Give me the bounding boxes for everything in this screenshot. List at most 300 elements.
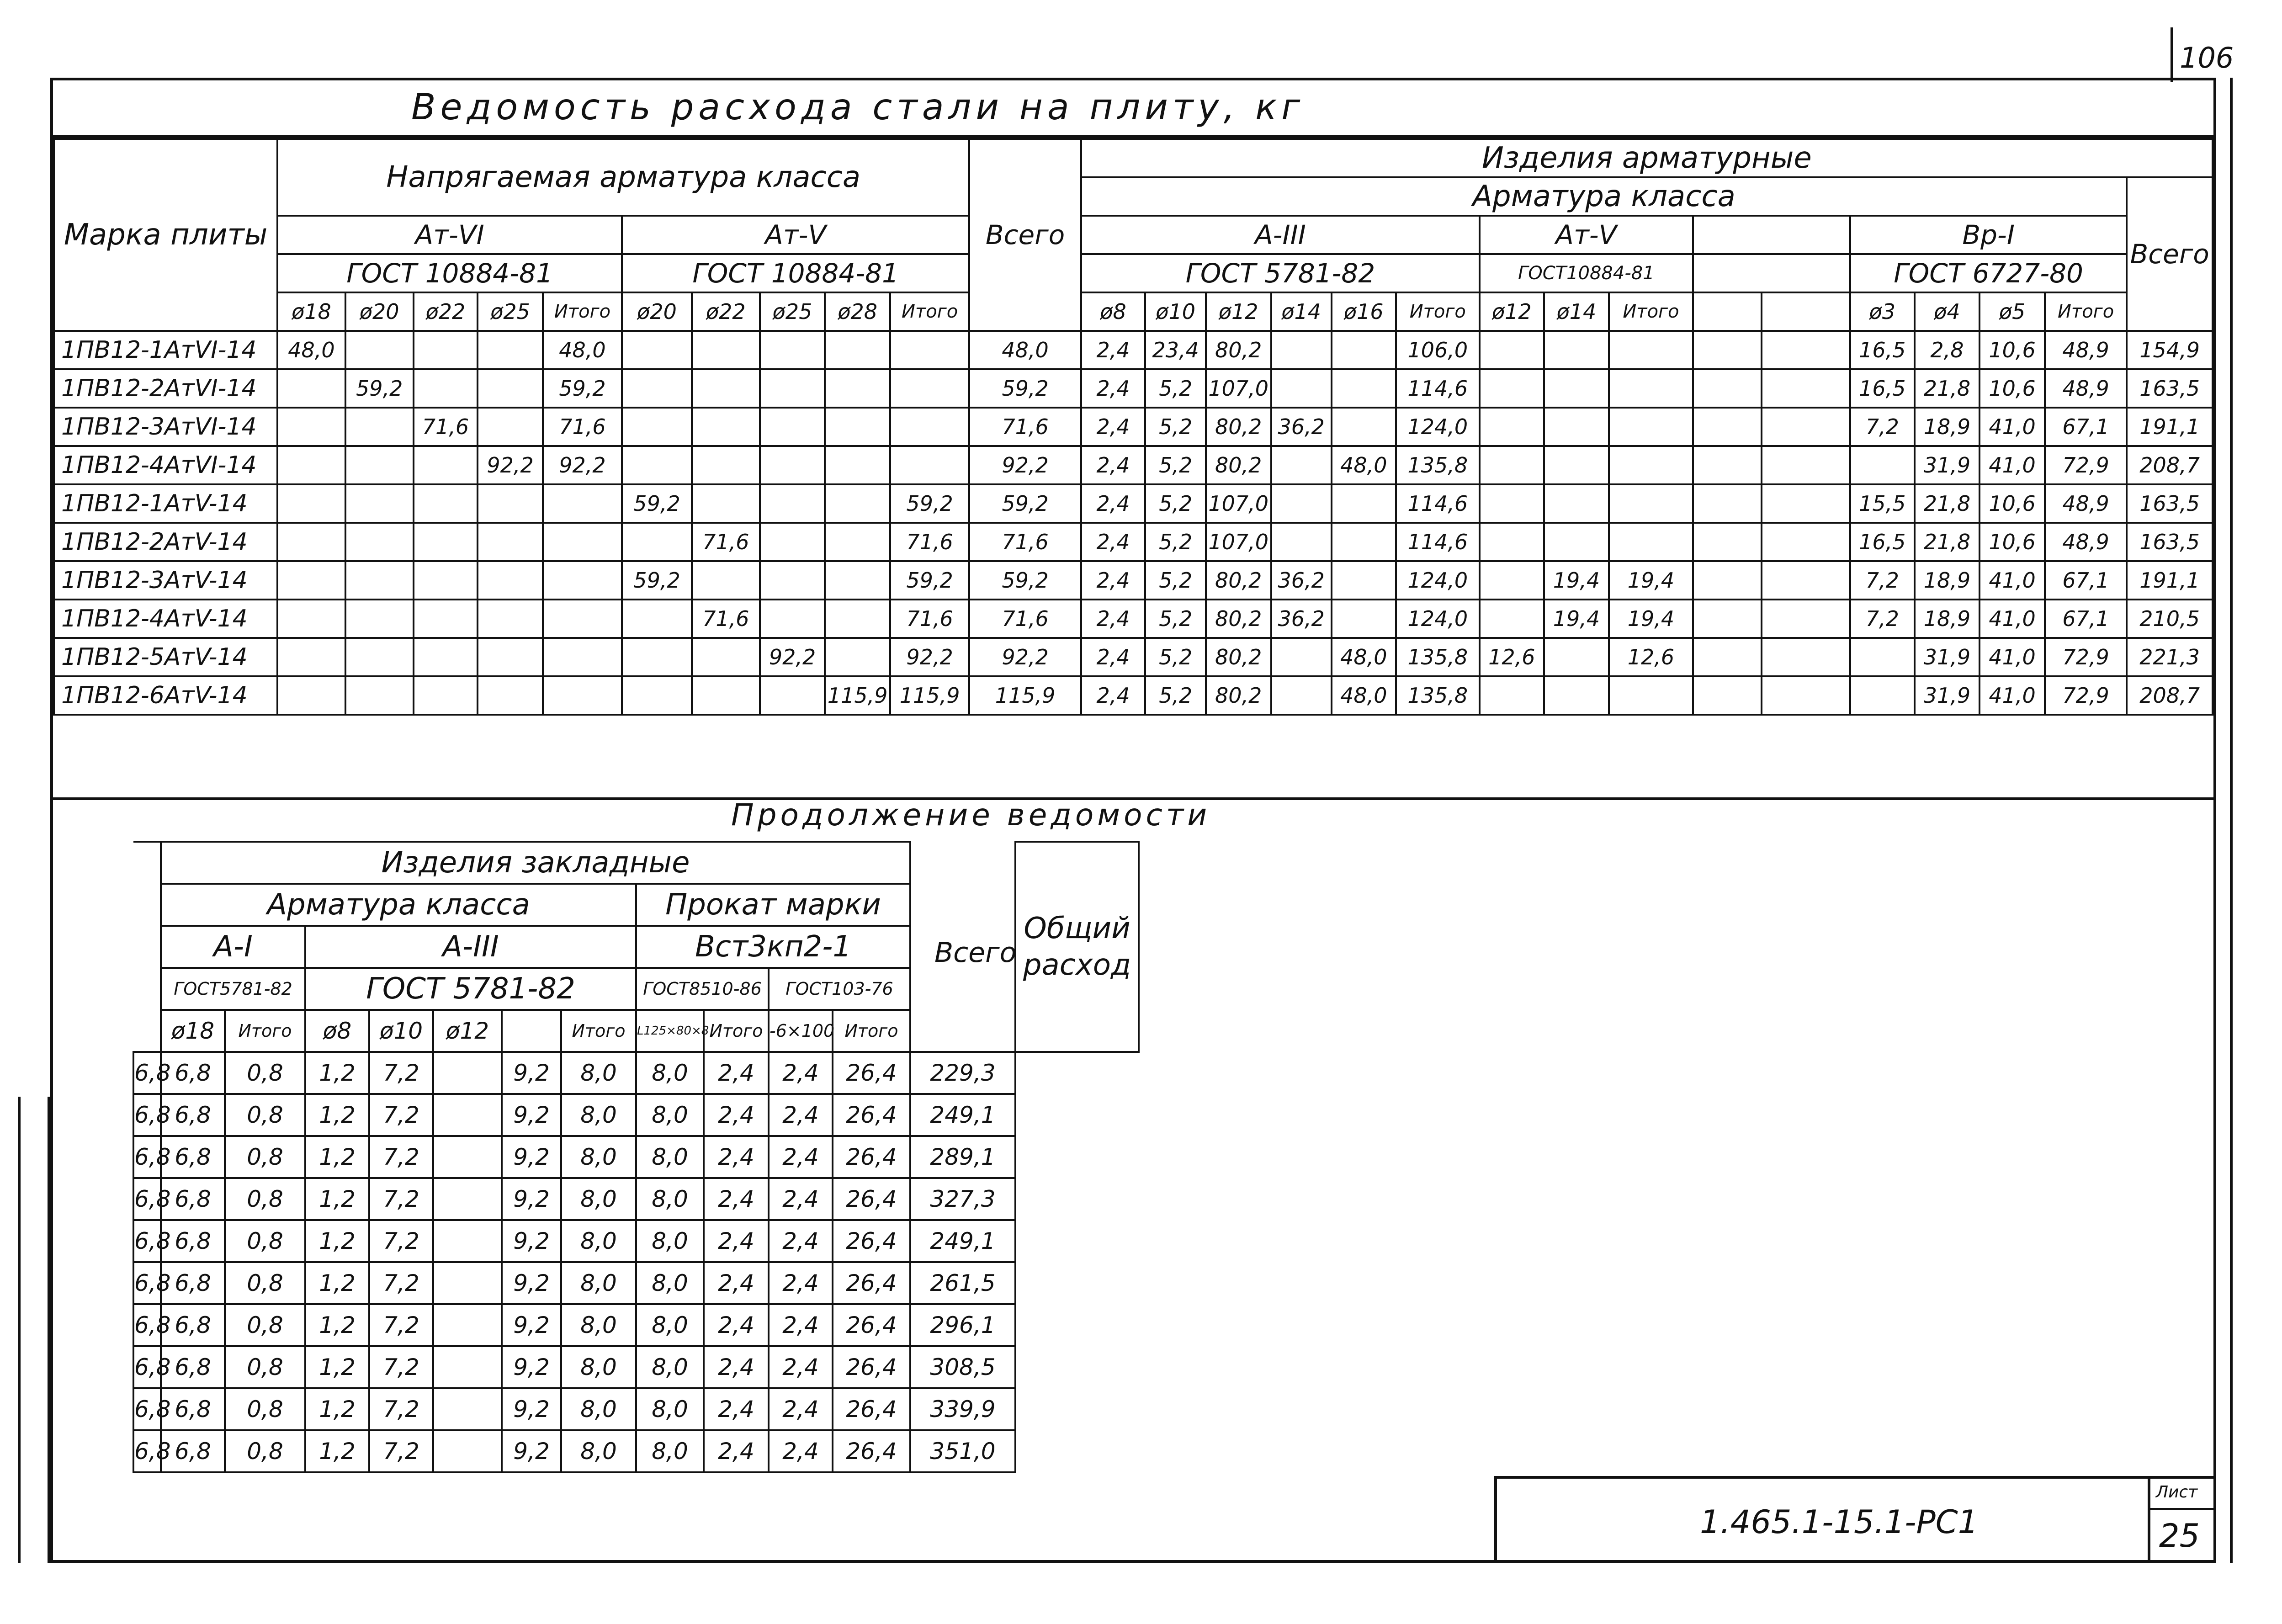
value-cell bbox=[1544, 484, 1609, 523]
diam-header: Итого bbox=[2045, 292, 2127, 331]
value-cell: 124,0 bbox=[1396, 408, 1480, 446]
value-cell: 163,5 bbox=[2127, 369, 2213, 408]
value-cell bbox=[825, 638, 890, 676]
value-cell: 6,8 bbox=[161, 1346, 225, 1388]
page-number-divider bbox=[2171, 27, 2173, 82]
value-cell bbox=[692, 446, 760, 484]
value-cell: 8,0 bbox=[636, 1304, 704, 1346]
value-cell: 7,2 bbox=[369, 1136, 433, 1178]
value-cell: 8,0 bbox=[636, 1430, 704, 1472]
value-cell: 7,2 bbox=[1850, 600, 1915, 638]
value-cell: 71,6 bbox=[890, 523, 969, 561]
value-cell: 23,4 bbox=[1145, 331, 1205, 369]
value-cell bbox=[277, 561, 345, 600]
value-cell: 124,0 bbox=[1396, 600, 1480, 638]
value-cell: 2,4 bbox=[1081, 561, 1146, 600]
value-cell: 135,8 bbox=[1396, 638, 1480, 676]
value-cell: 6,8 bbox=[133, 1262, 161, 1304]
value-cell: 12,6 bbox=[1609, 638, 1693, 676]
value-cell bbox=[1271, 331, 1332, 369]
value-cell bbox=[414, 561, 478, 600]
sheet-label: Лист bbox=[2156, 1483, 2198, 1502]
value-cell: 31,9 bbox=[1915, 446, 1980, 484]
value-cell: 9,2 bbox=[502, 1430, 561, 1472]
continuation-left-gutter bbox=[133, 842, 161, 1052]
value-cell bbox=[622, 408, 692, 446]
value-cell bbox=[825, 408, 890, 446]
value-cell bbox=[692, 484, 760, 523]
value-cell: 8,0 bbox=[561, 1052, 636, 1094]
table-row bbox=[133, 1178, 1139, 1220]
value-cell bbox=[825, 369, 890, 408]
value-cell: 221,3 bbox=[2127, 638, 2213, 676]
value-cell bbox=[1544, 523, 1609, 561]
value-cell: 8,0 bbox=[636, 1346, 704, 1388]
gost-at5b: ГОСТ10884-81 bbox=[1480, 254, 1693, 292]
diam-header: ø20 bbox=[622, 292, 692, 331]
value-cell bbox=[622, 331, 692, 369]
value-cell: 5,2 bbox=[1145, 600, 1205, 638]
diam-header: ø16 bbox=[1332, 292, 1396, 331]
value-cell: 36,2 bbox=[1271, 561, 1332, 600]
sheet-number: 25 bbox=[2159, 1517, 2200, 1555]
value-cell: 2,4 bbox=[769, 1388, 833, 1430]
diam-header: Итого bbox=[543, 292, 622, 331]
value-cell bbox=[433, 1094, 502, 1136]
value-cell: 0,8 bbox=[225, 1220, 305, 1262]
value-cell: 8,0 bbox=[561, 1094, 636, 1136]
value-cell bbox=[1271, 484, 1332, 523]
value-cell: 48,0 bbox=[1332, 638, 1396, 676]
value-cell: 2,4 bbox=[704, 1430, 769, 1472]
value-cell: 26,4 bbox=[833, 1220, 910, 1262]
diam-header-empty bbox=[1762, 292, 1850, 331]
mark-header: Марка плиты bbox=[54, 139, 277, 331]
value-cell bbox=[760, 676, 825, 715]
value-cell bbox=[622, 600, 692, 638]
gost-bp1: ГОСТ 6727-80 bbox=[1850, 254, 2127, 292]
value-cell bbox=[622, 446, 692, 484]
sub-header: ø12 bbox=[433, 1010, 502, 1052]
value-cell: 6,8 bbox=[161, 1178, 225, 1220]
value-cell: 92,2 bbox=[760, 638, 825, 676]
diam-header: ø8 bbox=[1081, 292, 1146, 331]
value-cell: 19,4 bbox=[1609, 600, 1693, 638]
class-a3-2: A-III bbox=[305, 926, 636, 968]
value-cell bbox=[277, 676, 345, 715]
value-cell: 114,6 bbox=[1396, 484, 1480, 523]
value-cell bbox=[277, 484, 345, 523]
table-row bbox=[54, 523, 2213, 561]
value-cell: 18,9 bbox=[1915, 600, 1980, 638]
value-cell: 6,8 bbox=[133, 1178, 161, 1220]
value-cell bbox=[433, 1346, 502, 1388]
value-cell: 26,4 bbox=[833, 1346, 910, 1388]
value-cell: 6,8 bbox=[161, 1094, 225, 1136]
value-cell: 6,8 bbox=[133, 1220, 161, 1262]
value-cell bbox=[543, 484, 622, 523]
value-cell: 6,8 bbox=[133, 1346, 161, 1388]
value-cell: 8,0 bbox=[636, 1178, 704, 1220]
value-cell bbox=[692, 369, 760, 408]
overall-cell: 261,5 bbox=[910, 1262, 1015, 1304]
value-cell: 8,0 bbox=[636, 1388, 704, 1430]
value-cell: 59,2 bbox=[890, 484, 969, 523]
value-cell bbox=[543, 638, 622, 676]
value-cell: 2,4 bbox=[1081, 523, 1146, 561]
value-cell: 67,1 bbox=[2045, 408, 2127, 446]
plate-mark-cell: 1ПВ12-2АтV-14 bbox=[54, 523, 277, 561]
value-cell bbox=[543, 523, 622, 561]
value-cell: 7,2 bbox=[369, 1346, 433, 1388]
value-cell bbox=[345, 561, 414, 600]
diam-header: ø5 bbox=[1980, 292, 2045, 331]
value-cell: 8,0 bbox=[636, 1052, 704, 1094]
diam-header: ø12 bbox=[1206, 292, 1271, 331]
value-cell: 5,2 bbox=[1145, 638, 1205, 676]
diam-header: ø4 bbox=[1915, 292, 1980, 331]
value-cell: 48,9 bbox=[2045, 331, 2127, 369]
value-cell bbox=[760, 369, 825, 408]
value-cell: 2,4 bbox=[769, 1262, 833, 1304]
right-border-line bbox=[2230, 78, 2233, 1563]
value-cell bbox=[1609, 523, 1693, 561]
value-cell: 71,6 bbox=[692, 523, 760, 561]
diam-header: ø14 bbox=[1271, 292, 1332, 331]
value-cell bbox=[825, 446, 890, 484]
value-cell bbox=[1762, 676, 1850, 715]
value-cell: 2,4 bbox=[704, 1388, 769, 1430]
value-cell: 2,8 bbox=[1915, 331, 1980, 369]
value-cell bbox=[890, 446, 969, 484]
diam-header: Итого bbox=[890, 292, 969, 331]
table-row bbox=[54, 638, 2213, 676]
value-cell bbox=[1332, 369, 1396, 408]
value-cell: 1,2 bbox=[305, 1220, 369, 1262]
value-cell: 80,2 bbox=[1206, 676, 1271, 715]
value-cell bbox=[543, 676, 622, 715]
value-cell: 2,4 bbox=[704, 1052, 769, 1094]
left-binding-strip bbox=[0, 1097, 50, 1563]
value-cell: 48,0 bbox=[969, 331, 1081, 369]
value-cell: 1,2 bbox=[305, 1430, 369, 1472]
value-cell: 2,4 bbox=[1081, 446, 1146, 484]
value-cell: 18,9 bbox=[1915, 561, 1980, 600]
sub-header: Итого bbox=[833, 1010, 910, 1052]
value-cell: 0,8 bbox=[225, 1178, 305, 1220]
value-cell bbox=[622, 676, 692, 715]
diam-header: Итого bbox=[1609, 292, 1693, 331]
value-cell bbox=[825, 331, 890, 369]
embedded-items-table bbox=[133, 841, 1140, 1473]
value-cell bbox=[433, 1136, 502, 1178]
value-cell bbox=[478, 600, 543, 638]
value-cell bbox=[433, 1262, 502, 1304]
value-cell bbox=[622, 523, 692, 561]
value-cell bbox=[1609, 484, 1693, 523]
value-cell: 191,1 bbox=[2127, 561, 2213, 600]
value-cell: 16,5 bbox=[1850, 523, 1915, 561]
value-cell bbox=[1480, 561, 1544, 600]
value-cell: 9,2 bbox=[502, 1136, 561, 1178]
value-cell bbox=[890, 408, 969, 446]
value-cell bbox=[1480, 408, 1544, 446]
table-row bbox=[133, 1346, 1139, 1388]
value-cell: 2,4 bbox=[769, 1094, 833, 1136]
value-cell: 2,4 bbox=[1081, 484, 1146, 523]
gost-angle: ГОСТ8510-86 bbox=[636, 968, 769, 1010]
value-cell: 67,1 bbox=[2045, 561, 2127, 600]
value-cell bbox=[692, 676, 760, 715]
value-cell: 2,4 bbox=[704, 1346, 769, 1388]
value-cell: 115,9 bbox=[890, 676, 969, 715]
value-cell bbox=[345, 600, 414, 638]
value-cell bbox=[760, 331, 825, 369]
steel-consumption-table bbox=[53, 138, 2213, 716]
class-at5: Aт-V bbox=[622, 216, 969, 254]
value-cell: 48,9 bbox=[2045, 369, 2127, 408]
plate-mark-cell: 1ПВ12-4АтVI-14 bbox=[54, 446, 277, 484]
value-cell: 59,2 bbox=[345, 369, 414, 408]
value-cell bbox=[1762, 369, 1850, 408]
value-cell bbox=[1544, 331, 1609, 369]
diam-header: ø25 bbox=[760, 292, 825, 331]
table-row bbox=[133, 1430, 1139, 1472]
class-a3: A-III bbox=[1081, 216, 1480, 254]
value-cell bbox=[277, 600, 345, 638]
value-cell bbox=[1480, 600, 1544, 638]
value-cell bbox=[414, 676, 478, 715]
value-cell bbox=[478, 561, 543, 600]
prestressed-header: Напрягаемая арматура класса bbox=[277, 139, 969, 216]
table-row bbox=[54, 676, 2213, 715]
gost-a1: ГОСТ5781-82 bbox=[161, 968, 305, 1010]
value-cell: 1,2 bbox=[305, 1304, 369, 1346]
value-cell: 114,6 bbox=[1396, 369, 1480, 408]
value-cell bbox=[692, 408, 760, 446]
value-cell: 163,5 bbox=[2127, 523, 2213, 561]
value-cell bbox=[1332, 600, 1396, 638]
embedded-header: Изделия закладные bbox=[161, 842, 910, 884]
value-cell: 107,0 bbox=[1206, 369, 1271, 408]
value-cell bbox=[478, 484, 543, 523]
value-cell bbox=[414, 331, 478, 369]
value-cell: 59,2 bbox=[969, 369, 1081, 408]
overall-cell: 289,1 bbox=[910, 1136, 1015, 1178]
value-cell bbox=[1762, 331, 1850, 369]
value-cell: 26,4 bbox=[833, 1136, 910, 1178]
value-cell: 2,4 bbox=[1081, 331, 1146, 369]
sheet-title: Ведомость расхода стали на плиту, кг bbox=[411, 87, 1305, 128]
value-cell bbox=[1762, 561, 1850, 600]
value-cell: 2,4 bbox=[769, 1304, 833, 1346]
value-cell bbox=[478, 676, 543, 715]
sub-header: ø8 bbox=[305, 1010, 369, 1052]
value-cell: 5,2 bbox=[1145, 446, 1205, 484]
value-cell bbox=[1693, 561, 1762, 600]
table-row bbox=[54, 369, 2213, 408]
value-cell bbox=[543, 600, 622, 638]
value-cell bbox=[1544, 408, 1609, 446]
value-cell: 2,4 bbox=[769, 1136, 833, 1178]
value-cell bbox=[825, 600, 890, 638]
value-cell: 6,8 bbox=[161, 1388, 225, 1430]
value-cell bbox=[1271, 676, 1332, 715]
value-cell: 2,4 bbox=[1081, 600, 1146, 638]
value-cell: 8,0 bbox=[636, 1094, 704, 1136]
value-cell: 5,2 bbox=[1145, 561, 1205, 600]
value-cell: 2,4 bbox=[769, 1052, 833, 1094]
value-cell: 26,4 bbox=[833, 1094, 910, 1136]
value-cell: 26,4 bbox=[833, 1430, 910, 1472]
value-cell bbox=[1480, 523, 1544, 561]
value-cell: 7,2 bbox=[369, 1178, 433, 1220]
sub-header: ø10 bbox=[369, 1010, 433, 1052]
value-cell: 7,2 bbox=[369, 1430, 433, 1472]
table-row bbox=[133, 1094, 1139, 1136]
value-cell: 6,8 bbox=[133, 1430, 161, 1472]
table-row bbox=[54, 600, 2213, 638]
value-cell: 26,4 bbox=[833, 1262, 910, 1304]
value-cell bbox=[760, 523, 825, 561]
value-cell: 1,2 bbox=[305, 1052, 369, 1094]
class-bp1: Вр-I bbox=[1850, 216, 2127, 254]
value-cell: 8,0 bbox=[636, 1136, 704, 1178]
value-cell bbox=[1693, 484, 1762, 523]
value-cell bbox=[433, 1304, 502, 1346]
value-cell bbox=[622, 369, 692, 408]
value-cell: 19,4 bbox=[1544, 561, 1609, 600]
value-cell: 80,2 bbox=[1206, 638, 1271, 676]
value-cell bbox=[345, 638, 414, 676]
value-cell: 1,2 bbox=[305, 1346, 369, 1388]
value-cell bbox=[414, 523, 478, 561]
value-cell bbox=[1332, 331, 1396, 369]
value-cell: 71,6 bbox=[692, 600, 760, 638]
value-cell bbox=[1544, 369, 1609, 408]
value-cell bbox=[478, 331, 543, 369]
value-cell bbox=[890, 369, 969, 408]
value-cell: 6,8 bbox=[161, 1220, 225, 1262]
diam-header: ø22 bbox=[692, 292, 760, 331]
diam-header: ø25 bbox=[478, 292, 543, 331]
value-cell: 135,8 bbox=[1396, 446, 1480, 484]
value-cell: 6,8 bbox=[133, 1388, 161, 1430]
table-row bbox=[54, 408, 2213, 446]
gost-a3: ГОСТ 5781-82 bbox=[1081, 254, 1480, 292]
table-row bbox=[54, 331, 2213, 369]
value-cell: 8,0 bbox=[561, 1430, 636, 1472]
value-cell: 2,4 bbox=[704, 1304, 769, 1346]
overall-cell: 339,9 bbox=[910, 1388, 1015, 1430]
value-cell bbox=[277, 638, 345, 676]
value-cell: 2,4 bbox=[704, 1136, 769, 1178]
sub-header: Итого bbox=[225, 1010, 305, 1052]
value-cell bbox=[414, 600, 478, 638]
value-cell bbox=[1480, 369, 1544, 408]
value-cell: 72,9 bbox=[2045, 676, 2127, 715]
value-cell bbox=[1271, 523, 1332, 561]
value-cell: 8,0 bbox=[561, 1304, 636, 1346]
value-cell: 2,4 bbox=[704, 1178, 769, 1220]
value-cell: 48,0 bbox=[277, 331, 345, 369]
value-cell: 31,9 bbox=[1915, 676, 1980, 715]
value-cell: 6,8 bbox=[133, 1052, 161, 1094]
value-cell bbox=[1762, 523, 1850, 561]
sub-header: ø18 bbox=[161, 1010, 225, 1052]
value-cell: 2,4 bbox=[769, 1346, 833, 1388]
sheet-box-divider bbox=[2148, 1508, 2216, 1510]
value-cell bbox=[1544, 446, 1609, 484]
value-cell bbox=[433, 1388, 502, 1430]
overall-cell: 308,5 bbox=[910, 1346, 1015, 1388]
plate-mark-cell: 1ПВ12-5АтV-14 bbox=[54, 638, 277, 676]
value-cell: 0,8 bbox=[225, 1136, 305, 1178]
value-cell: 2,4 bbox=[769, 1178, 833, 1220]
sub-header: L125×80×8 bbox=[636, 1010, 704, 1052]
value-cell: 208,7 bbox=[2127, 676, 2213, 715]
value-cell bbox=[277, 523, 345, 561]
value-cell: 21,8 bbox=[1915, 523, 1980, 561]
value-cell: 2,4 bbox=[1081, 638, 1146, 676]
value-cell: 48,0 bbox=[1332, 676, 1396, 715]
value-cell bbox=[1271, 446, 1332, 484]
value-cell bbox=[345, 408, 414, 446]
value-cell: 9,2 bbox=[502, 1052, 561, 1094]
value-cell: 115,9 bbox=[969, 676, 1081, 715]
value-cell: 80,2 bbox=[1206, 446, 1271, 484]
value-cell: 0,8 bbox=[225, 1430, 305, 1472]
value-cell bbox=[1544, 638, 1609, 676]
products-header: Изделия арматурные bbox=[1081, 139, 2213, 177]
value-cell: 7,2 bbox=[369, 1052, 433, 1094]
value-cell: 9,2 bbox=[502, 1178, 561, 1220]
value-cell: 80,2 bbox=[1206, 561, 1271, 600]
value-cell: 1,2 bbox=[305, 1136, 369, 1178]
value-cell: 67,1 bbox=[2045, 600, 2127, 638]
value-cell: 2,4 bbox=[769, 1430, 833, 1472]
value-cell: 71,6 bbox=[969, 523, 1081, 561]
value-cell: 26,4 bbox=[833, 1178, 910, 1220]
value-cell: 92,2 bbox=[969, 446, 1081, 484]
value-cell: 59,2 bbox=[622, 561, 692, 600]
value-cell: 5,2 bbox=[1145, 408, 1205, 446]
value-cell bbox=[1850, 676, 1915, 715]
value-cell: 9,2 bbox=[502, 1094, 561, 1136]
value-cell: 6,8 bbox=[161, 1304, 225, 1346]
value-cell: 0,8 bbox=[225, 1052, 305, 1094]
value-cell: 5,2 bbox=[1145, 484, 1205, 523]
gost-strip: ГОСТ103-76 bbox=[769, 968, 910, 1010]
value-cell: 80,2 bbox=[1206, 600, 1271, 638]
value-cell bbox=[622, 638, 692, 676]
value-cell: 8,0 bbox=[561, 1346, 636, 1388]
value-cell: 16,5 bbox=[1850, 369, 1915, 408]
plate-mark-cell: 1ПВ12-6АтV-14 bbox=[54, 676, 277, 715]
value-cell bbox=[433, 1052, 502, 1094]
value-cell: 154,9 bbox=[2127, 331, 2213, 369]
value-cell bbox=[825, 484, 890, 523]
value-cell: 6,8 bbox=[161, 1430, 225, 1472]
value-cell: 7,2 bbox=[1850, 561, 1915, 600]
rebar-class-header: Арматура класса bbox=[1081, 177, 2127, 216]
value-cell: 0,8 bbox=[225, 1346, 305, 1388]
value-cell bbox=[1271, 638, 1332, 676]
value-cell bbox=[1609, 676, 1693, 715]
overall-cell: 229,3 bbox=[910, 1052, 1015, 1094]
value-cell bbox=[414, 484, 478, 523]
value-cell bbox=[1609, 408, 1693, 446]
